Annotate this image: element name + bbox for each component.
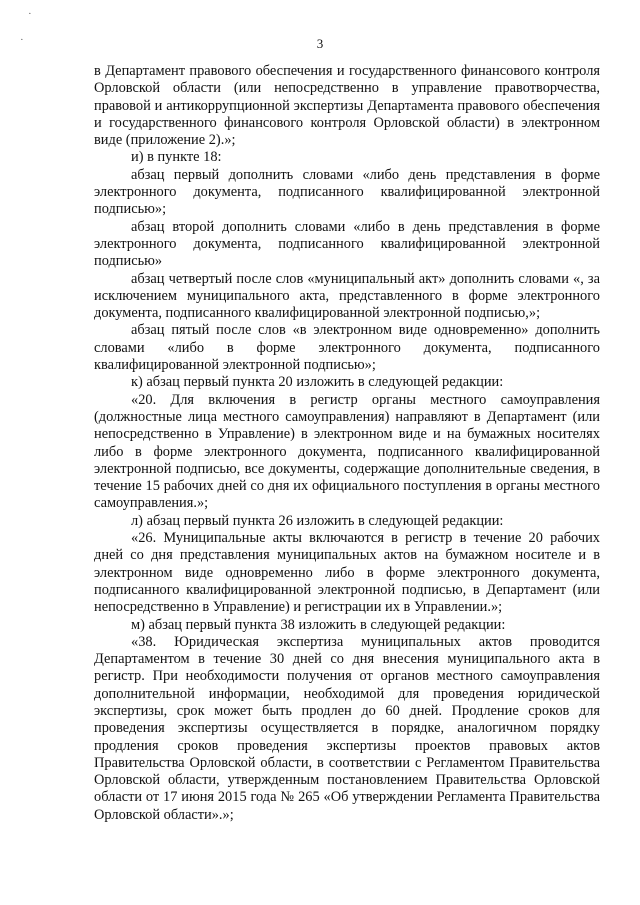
scan-artifact: ·: [20, 34, 24, 46]
paragraph: абзац четвертый после слов «муниципальный акт» дополнить словами «, за исключением муниципального акта, представленного в форме электронного документа, подписанного квалифицированной электронной подписью,»;: [94, 270, 600, 322]
paragraph: «38. Юридическая экспертиза муниципальных актов проводится Департаментом в течение 30 дней со дня внесения муниципального акта в регистр. При необходимости получения от органов местного самоуправления дополнительной информации, необходимой для проведения юридической экспертизы, срок может быть продлен до 60 дней. Продление сроков для проведения экспертизы осуществляется в порядке, аналогичном порядку продления сроков проведения экспертизы проектов правовых актов Правительства Орловской области, в соответствии с Регламентом Правительства Орловской области, утвержденным постановлением Правительства Орловской области от 17 июня 2015 года № 265 «Об утверждении Регламента Правительства Орловской области».»;: [94, 633, 600, 823]
page-number: 3: [316, 36, 324, 51]
document-body: [94, 63, 600, 824]
paragraph: в Департамент правового обеспечения и государственного финансового контроля Орловской области (или непосредственно в управление правотворчества, правовой и антикоррупционной экспертизы Департамента правового обеспечения и государственного финансового контроля Орловской области) в электронном виде (приложение 2).»;: [94, 63, 600, 149]
scan-artifact: ·: [28, 8, 32, 20]
paragraph: м) абзац первый пункта 38 изложить в следующей редакции:: [131, 616, 506, 633]
paragraph: и) в пункте 18:: [131, 149, 222, 166]
paragraph: «26. Муниципальные акты включаются в регистр в течение 20 рабочих дней со дня представления муниципальных актов на бумажном носителе и в электронном виде одновременно либо в форме электронного документа, подписанного квалифицированной электронной подписью, в Департамент (или непосредственно в Управление) и регистрации их в Управлении.»;: [94, 530, 600, 616]
paragraph: абзац пятый после слов «в электронном виде одновременно» дополнить словами «либо в форме электронного документа, подписанного квалифицированной электронной подписью»;: [94, 322, 600, 374]
paragraph: абзац первый дополнить словами «либо день представления в форме электронного документа, подписанного квалифицированной электронной подписью»;: [94, 166, 600, 218]
paragraph: к) абзац первый пункта 20 изложить в следующей редакции:: [131, 374, 504, 391]
paragraph: л) абзац первый пункта 26 изложить в следующей редакции:: [131, 512, 504, 529]
paragraph: «20. Для включения в регистр органы местного самоуправления (должностные лица местного самоуправления) направляют в Департамент (или непосредственно в Управление) в электронном виде и на бумажных носителях либо в форме электронного документа, подписанного квалифицированной электронной подписью, все документы, содержащие дополнительные сведения, в течение 15 рабочих дней со дня их официального поступления в органы местного самоуправления.»;: [94, 391, 600, 512]
paragraph: абзац второй дополнить словами «либо в день представления в форме электронного документа, подписанного квалифицированной электронной подписью»: [94, 218, 600, 270]
